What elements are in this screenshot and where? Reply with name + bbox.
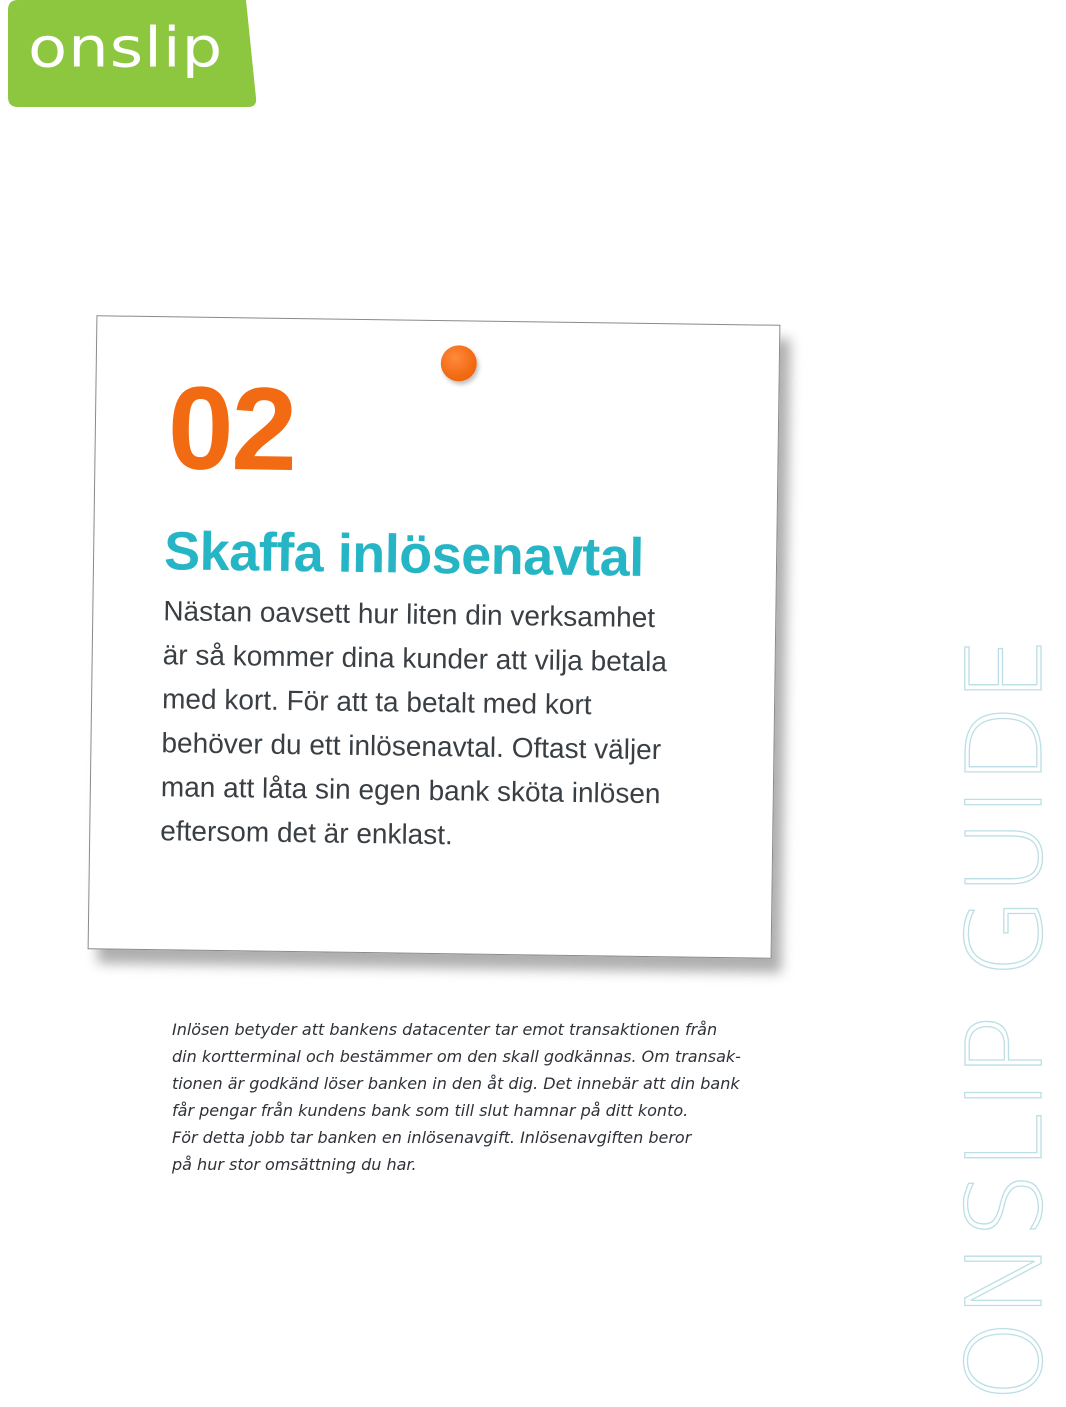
note-title: Skaffa inlösenavtal <box>163 521 645 588</box>
note-card-paper <box>88 315 781 958</box>
info-line: på hur stor omsättning du har. <box>172 1155 417 1174</box>
note-body <box>160 589 764 861</box>
info-line: tionen är godkänd löser banken in den åt dig. Det innebär att din bank <box>172 1074 740 1093</box>
note-body-line: är så kommer dina kunder att vilja betala <box>162 639 668 678</box>
pushpin-icon <box>441 345 477 381</box>
info-line: Inlösen betyder att bankens datacenter tar emot transaktionen från <box>172 1020 718 1039</box>
logo-text: onslip <box>28 16 224 81</box>
note-card <box>88 315 781 958</box>
note-body-line: man att låta sin egen bank sköta inlösen <box>160 771 661 810</box>
info-paragraph <box>172 1016 742 1178</box>
note-body-line: Nästan oavsett hur liten din verksamhet <box>163 595 656 634</box>
side-label-onslip-guide: ONSLIP GUIDE <box>944 634 1066 1402</box>
step-number: 02 <box>166 362 297 497</box>
note-body-line: behöver du ett inlösenavtal. Oftast väljer <box>161 727 662 766</box>
info-line: din kortterminal och bestämmer om den skall godkännas. Om transak- <box>172 1047 741 1066</box>
info-line: får pengar från kundens bank som till slut hamnar på ditt konto. <box>172 1101 689 1120</box>
info-line: För detta jobb tar banken en inlösenavgift. Inlösenavgiften beror <box>172 1128 692 1147</box>
note-body-line: eftersom det är enklast. <box>160 815 454 851</box>
note-body-line: med kort. För att ta betalt med kort <box>161 683 592 721</box>
onslip-logo <box>8 0 258 108</box>
